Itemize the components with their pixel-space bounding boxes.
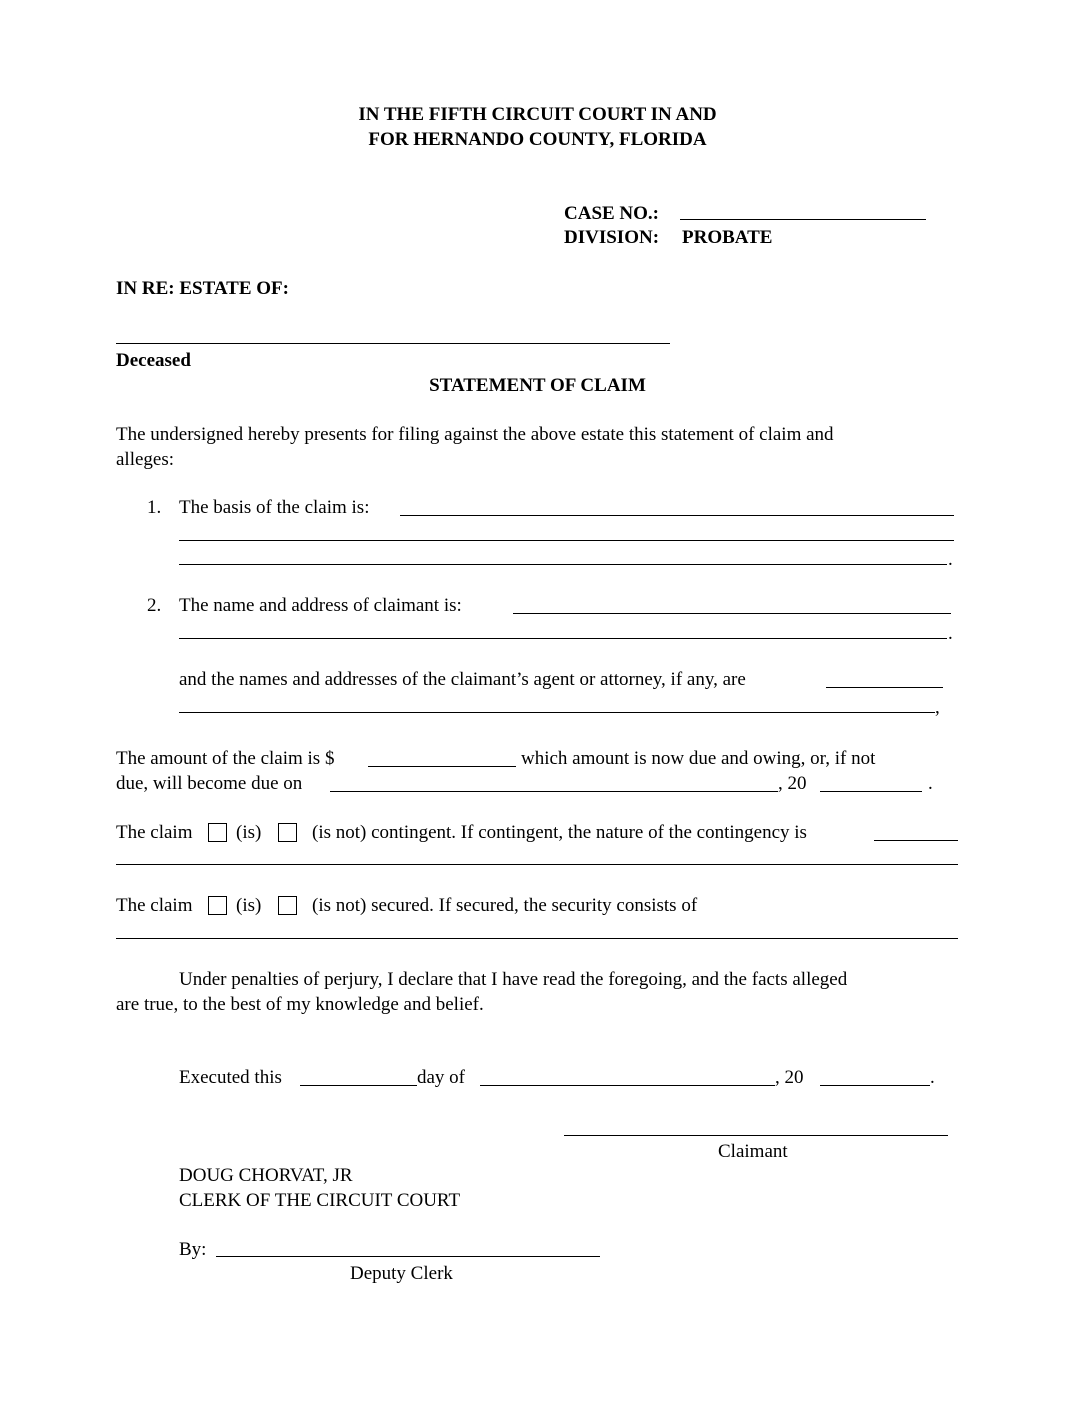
intro-line1: The undersigned hereby presents for filing against the above estate this statement of claim and [116, 424, 834, 445]
court-title-line2: FOR HERNANDO COUNTY, FLORIDA [368, 129, 707, 150]
item2-period: . [948, 623, 953, 644]
due-year-field[interactable] [820, 791, 922, 792]
executed-day-of-label: day of [417, 1067, 466, 1088]
claim-basis-field-3[interactable] [179, 564, 947, 565]
by-label: By: [179, 1239, 207, 1260]
item1-label: The basis of the claim is: [179, 497, 370, 518]
clerk-name: DOUG CHORVAT, JR [179, 1165, 353, 1186]
contingent-is-label: (is) [236, 822, 262, 843]
claim-basis-field-2[interactable] [179, 540, 954, 541]
amount-due-text: which amount is now due and owing, or, if not [521, 748, 876, 769]
intro-line2: alleges: [116, 449, 175, 470]
amount-label: The amount of the claim is $ [116, 748, 335, 769]
secured-is-checkbox[interactable] [208, 896, 227, 915]
decedent-name-field[interactable] [116, 343, 670, 344]
claim-basis-field-1[interactable] [400, 515, 954, 516]
due-on-label: due, will become due on [116, 773, 303, 794]
division-label: DIVISION: [564, 227, 660, 248]
division-value: PROBATE [682, 227, 773, 248]
perjury-line2: are true, to the best of my knowledge and belief. [116, 994, 484, 1015]
deputy-clerk-label: Deputy Clerk [350, 1263, 453, 1284]
secured-is-label: (is) [236, 895, 262, 916]
claimant-signature-field[interactable] [564, 1135, 948, 1136]
item1-number: 1. [147, 497, 162, 518]
executed-period: . [930, 1067, 935, 1088]
executed-year-prefix: , 20 [775, 1067, 804, 1088]
due-year-prefix: , 20 [778, 773, 807, 794]
security-field[interactable] [116, 938, 958, 939]
agent-comma: , [935, 697, 940, 718]
amount-period: . [928, 773, 933, 794]
item1-period: . [948, 549, 953, 570]
agent-field-1[interactable] [826, 687, 943, 688]
secured-label: The claim [116, 895, 193, 916]
contingent-label: The claim [116, 822, 193, 843]
amount-field[interactable] [368, 766, 516, 767]
contingent-is-not-label: (is not) contingent. If contingent, the nature of the contingency is [312, 822, 807, 843]
executed-day-field[interactable] [300, 1085, 417, 1086]
secured-is-not-checkbox[interactable] [278, 896, 297, 915]
in-re-estate-label: IN RE: ESTATE OF: [116, 278, 289, 299]
executed-label: Executed this [179, 1067, 282, 1088]
executed-month-field[interactable] [480, 1085, 775, 1086]
case-no-field[interactable] [680, 219, 926, 220]
court-title-line1: IN THE FIFTH CIRCUIT COURT IN AND [358, 104, 717, 125]
agent-label: and the names and addresses of the claimant’s agent or attorney, if any, are [179, 669, 746, 690]
secured-is-not-label: (is not) secured. If secured, the security consists of [312, 895, 698, 916]
deputy-clerk-signature-field[interactable] [216, 1256, 600, 1257]
due-date-field[interactable] [330, 791, 778, 792]
clerk-title: CLERK OF THE CIRCUIT COURT [179, 1190, 461, 1211]
claimant-address-field-1[interactable] [513, 613, 951, 614]
case-no-label: CASE NO.: [564, 203, 660, 224]
claimant-address-field-2[interactable] [179, 638, 947, 639]
item2-label: The name and address of claimant is: [179, 595, 462, 616]
agent-field-2[interactable] [179, 712, 935, 713]
contingent-is-not-checkbox[interactable] [278, 823, 297, 842]
perjury-line1: Under penalties of perjury, I declare that I have read the foregoing, and the facts alleged [179, 969, 848, 990]
contingency-field-2[interactable] [116, 864, 958, 865]
contingency-field-1[interactable] [874, 840, 958, 841]
contingent-is-checkbox[interactable] [208, 823, 227, 842]
item2-number: 2. [147, 595, 162, 616]
executed-year-field[interactable] [820, 1085, 930, 1086]
document-title: STATEMENT OF CLAIM [429, 375, 646, 396]
deceased-label: Deceased [116, 350, 191, 371]
claimant-label: Claimant [718, 1141, 788, 1162]
